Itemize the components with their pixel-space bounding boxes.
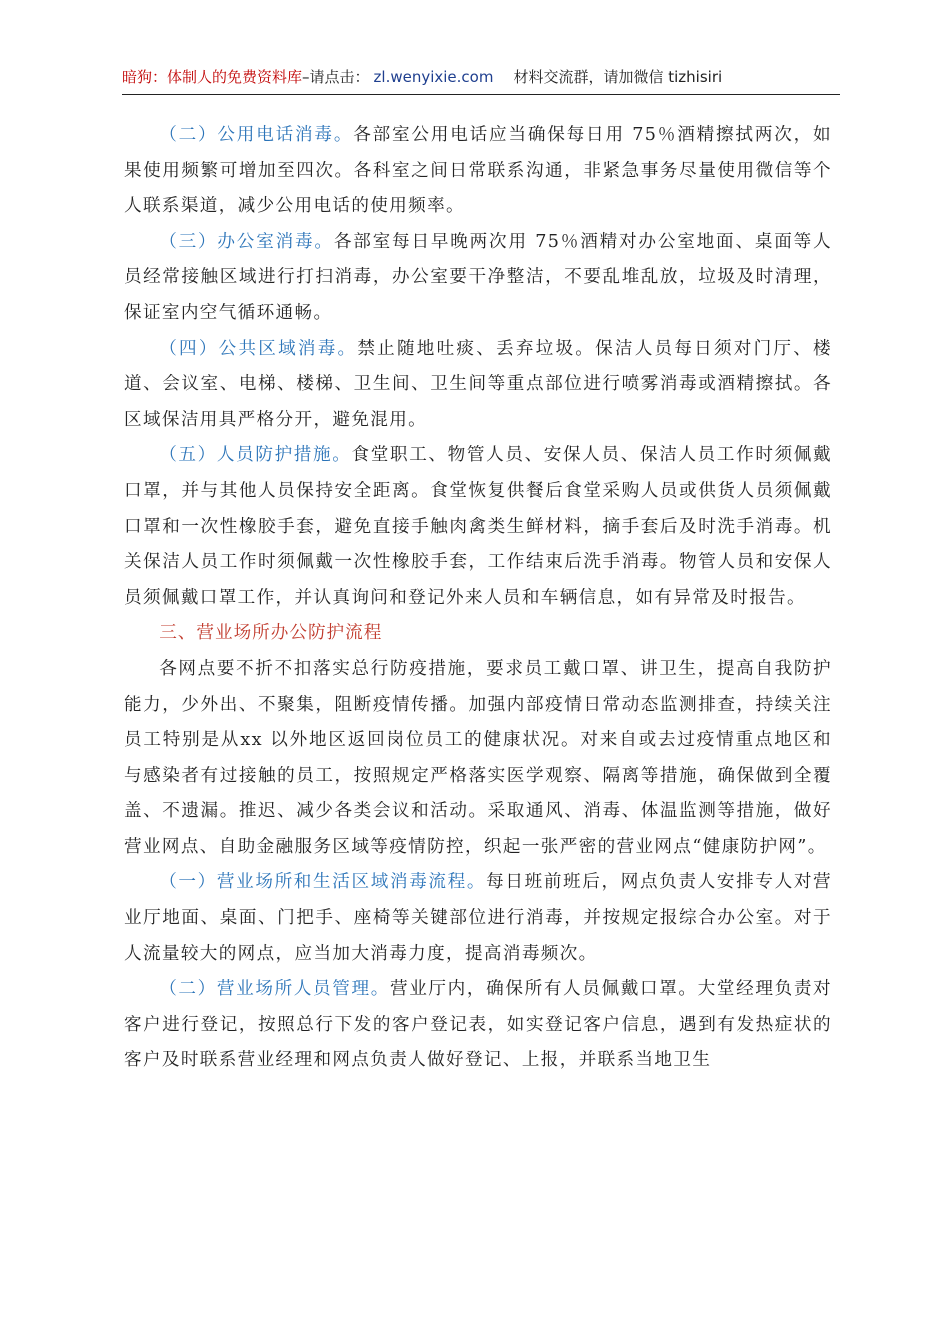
paragraph-public-area-disinfection bbox=[124, 332, 832, 439]
document-body bbox=[124, 118, 832, 1079]
paragraph-premises-disinfection bbox=[124, 865, 832, 972]
paragraph-office-disinfection bbox=[124, 225, 832, 332]
paragraph-lead: （三）办公室消毒。 bbox=[159, 231, 334, 252]
section-heading: 三、营业场所办公防护流程 bbox=[159, 623, 383, 644]
header-wechat-note: 材料交流群，请加微信 tizhisiri bbox=[513, 68, 723, 86]
paragraph-lead: （一）营业场所和生活区域消毒流程。 bbox=[159, 872, 487, 893]
section-intro-paragraph: 各网点要不折不扣落实总行防疫措施，要求员工戴口罩、讲卫生，提高自我防护能力，少外出、不聚集，阻断疫情传播。加强内部疫情日常动态监测排查，持续关注员工特别是从xx 以外地区返回岗位员工的健康状况。对来自或去过疫情重点地区和与感染者有过接触的员工，按照规定严格落实医学观察、隔离等措施，确保做到全覆盖、不遗漏。推迟、减少各类会议和活动。采取通风、消毒、体温监测等措施，做好营业网点、自助金融服务区域等疫情防控，织起一张严密的营业网点“健康防护网”。 bbox=[124, 658, 832, 857]
header-site-name: 暗狗：体制人的免费资料库 bbox=[122, 68, 303, 86]
paragraph-lead: （二）公用电话消毒。 bbox=[159, 125, 354, 145]
paragraph-text: 每日班前班后，网点负责人安排专人对营业厅地面、桌面、门把手、座椅等关键部位进行消毒，并按规定报综合办公室。对于人流量较大的网点，应当加大消毒力度，提高消毒频次。 bbox=[124, 872, 832, 964]
paragraph-text: 禁止随地吐痰、丢弃垃圾。保洁人员每日须对门厅、楼道、会议室、电梯、楼梯、卫生间、卫生间等重点部位进行喷雾消毒或酒精擦拭。各区域保洁用具严格分开，避免混用。 bbox=[124, 338, 832, 430]
paragraph-premises-personnel bbox=[124, 972, 832, 1079]
paragraph-text: 营业厅内，确保所有人员佩戴口罩。大堂经理负责对客户进行登记，按照总行下发的客户登记表，如实登记客户信息，遇到有发热症状的客户及时联系营业经理和网点负责人做好登记、上报，并联系当地卫生 bbox=[124, 979, 832, 1071]
header-click-prompt: –请点击： bbox=[302, 68, 370, 86]
paragraph-lead: （二）营业场所人员管理。 bbox=[159, 979, 390, 1000]
page-header bbox=[122, 66, 840, 95]
paragraph-lead: （五）人员防护措施。 bbox=[159, 445, 352, 466]
paragraph-phone-disinfection bbox=[124, 118, 832, 225]
paragraph-text: 各部室每日早晚两次用 75％酒精对办公室地面、桌面等人员经常接触区域进行打扫消毒，办公室要干净整洁，不要乱堆乱放，垃圾及时清理，保证室内空气循环通畅。 bbox=[124, 231, 832, 323]
paragraph-lead: （四）公共区域消毒。 bbox=[159, 338, 358, 359]
paragraph-text: 各部室公用电话应当确保每日用 75％酒精擦拭两次，如果使用频繁可增加至四次。各科室之间日常联系沟通，非紧急事务尽量使用微信等个人联系渠道，减少公用电话的使用频率。 bbox=[124, 125, 832, 217]
header-url-link[interactable]: zl.wenyixie.com bbox=[373, 68, 494, 86]
paragraph-text: 食堂职工、物管人员、安保人员、保洁人员工作时须佩戴口罩，并与其他人员保持安全距离。食堂恢复供餐后食堂采购人员或供货人员须佩戴口罩和一次性橡胶手套，避免直接手触肉禽类生鲜材料，摘手套后及时洗手消毒。机关保洁人员工作时须佩戴一次性橡胶手套，工作结束后洗手消毒。物管人员和安保人员须佩戴口罩工作，并认真询问和登记外来人员和车辆信息，如有异常及时报告。 bbox=[124, 445, 832, 608]
paragraph-personnel-protection bbox=[124, 438, 832, 616]
